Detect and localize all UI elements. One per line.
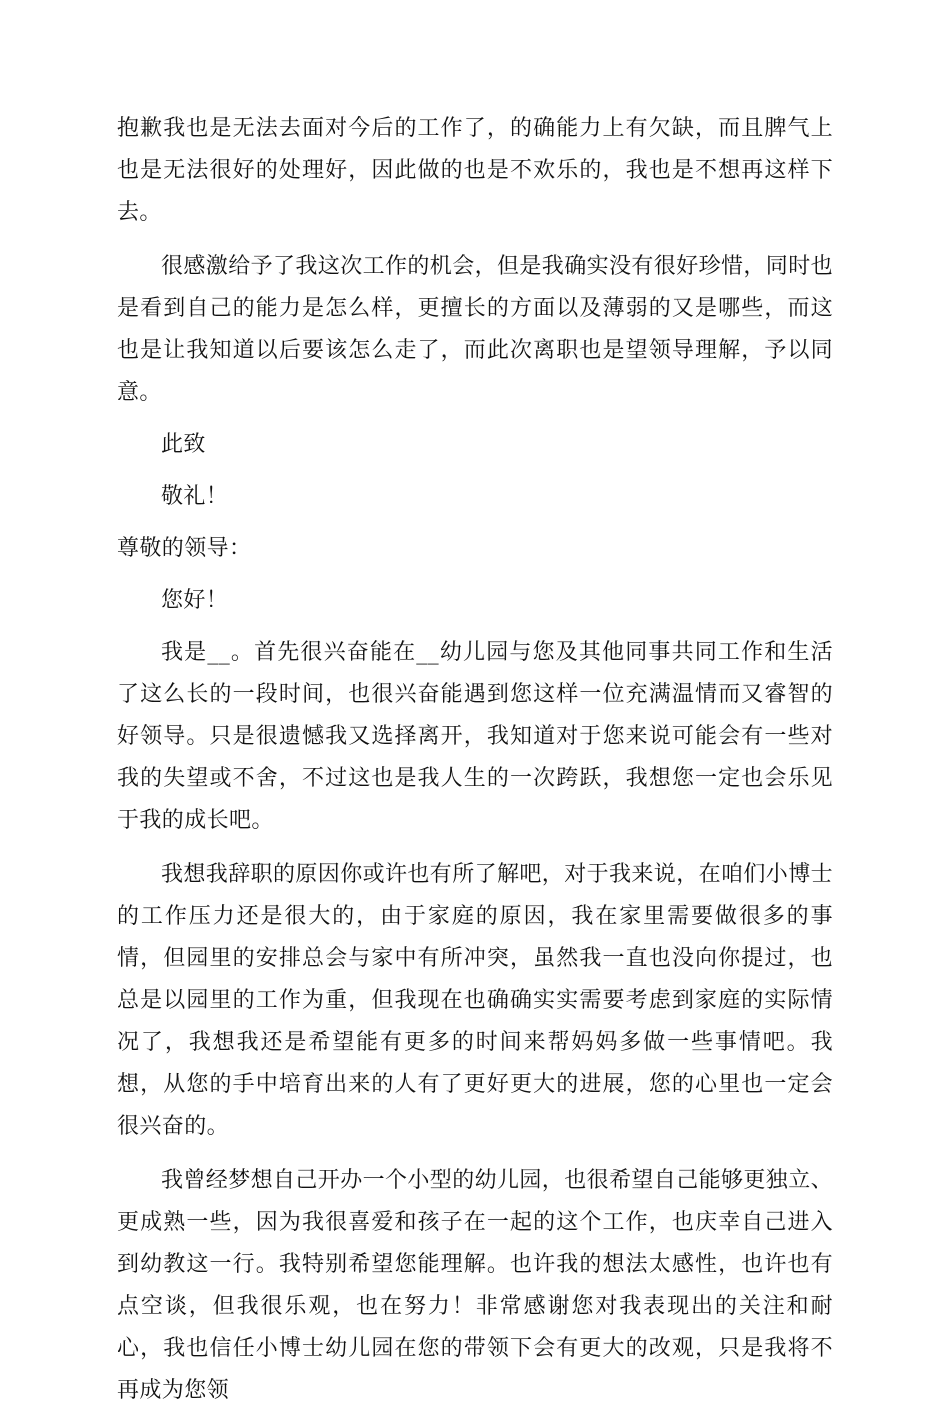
paragraph-reason: 我想我辞职的原因你或许也有所了解吧，对于我来说，在咱们小博士的工作压力还是很大的，由于家庭的原因，我在家里需要做很多的事情，但园里的安排总会与家中有所冲突，虽然我一直也没向你提过，也总是以园里的工作为重，但我现在也确确实实需要考虑到家庭的实际情况了，我想我还是希望能有更多的时间来帮妈妈多做一些事情吧。我想，从您的手中培育出来的人有了更好更大的进展，您的心里也一定会很兴奋的。 bbox=[117, 862, 834, 1139]
document-body bbox=[117, 108, 833, 1412]
closing-regards: 敬礼！ bbox=[161, 484, 229, 509]
paragraph-introduction: 我是__。首先很兴奋能在__幼儿园与您及其他同事共同工作和生活了这么长的一段时间，也很兴奋能遇到您这样一位充满温情而又睿智的好领导。只是很遗憾我又选择离开，我知道对于您来说可能会有一些对我的失望或不舍，不过这也是我人生的一次跨跃，我想您一定也会乐见于我的成长吧。 bbox=[117, 640, 833, 833]
paragraph-gratitude: 很感激给予了我这次工作的机会，但是我确实没有很好珍惜，同时也是看到自己的能力是怎么样，更擅长的方面以及薄弱的又是哪些，而这也是让我知道以后要该怎么走了，而此次离职也是望领导理解，予以同意。 bbox=[117, 254, 834, 405]
letter-hello: 您好！ bbox=[161, 588, 229, 613]
paragraph-apology: 抱歉我也是无法去面对今后的工作了，的确能力上有欠缺，而且脾气上也是无法很好的处理好，因此做的也是不欢乐的，我也是不想再这样下去。 bbox=[117, 116, 833, 225]
paragraph-dream: 我曾经梦想自己开办一个小型的幼儿园，也很希望自己能够更独立、更成熟一些，因为我很喜爱和孩子在一起的这个工作，也庆幸自己进入到幼教这一行。我特别希望您能理解。也许我的想法太感性，也许也有点空谈，但我很乐观，也在努力！非常感谢您对我表现出的关注和耐心，我也信任小博士幼儿园在您的带领下会有更大的改观，只是我将不再成为您领 bbox=[117, 1168, 834, 1403]
closing-salutation: 此致 bbox=[161, 432, 206, 457]
letter-greeting: 尊敬的领导： bbox=[117, 536, 252, 561]
